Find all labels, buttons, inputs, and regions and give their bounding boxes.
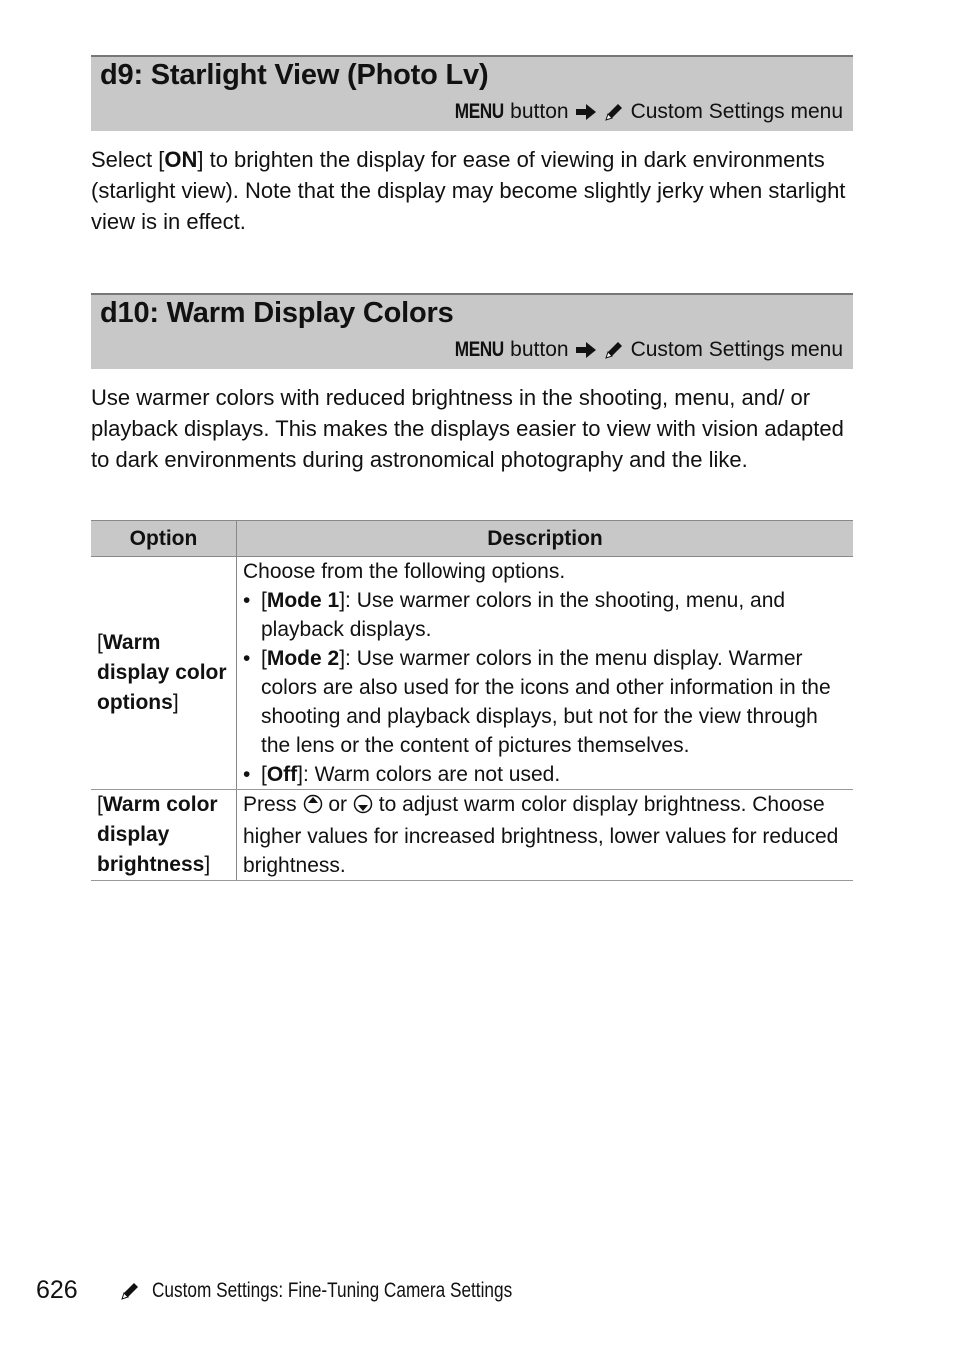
mode-text: ]: Warm colors are not used. <box>297 763 561 786</box>
table-row <box>91 790 853 881</box>
d10-breadcrumb <box>444 338 843 362</box>
menu-key-icon: MENU <box>455 100 505 123</box>
d9-description <box>91 144 856 237</box>
page-number: 626 <box>36 1276 78 1304</box>
table-header-row <box>91 521 853 557</box>
mode-name: Mode 2 <box>266 647 340 670</box>
option-name: Warm display color options <box>97 631 227 714</box>
menu-key-icon: MENU <box>455 338 505 361</box>
option-cell: [Warm color display brightness] <box>91 790 237 881</box>
d9-header <box>91 55 853 131</box>
list-item: • [Off]: Warm colors are not used. <box>243 760 845 789</box>
arrow-right-icon <box>575 103 597 121</box>
option-cell: [Warm display color options] <box>91 557 237 790</box>
d9-breadcrumb <box>444 100 843 124</box>
crumb-button-label: button <box>510 100 569 123</box>
press-text: Press <box>243 793 297 816</box>
mode-name: Mode 1 <box>266 589 340 612</box>
description-cell <box>237 790 854 881</box>
description-intro: Choose from the following options. <box>243 560 566 583</box>
or-text: or <box>328 793 348 816</box>
arrow-right-icon <box>575 341 597 359</box>
list-item: • [Mode 2]: Use warmer colors in the menu display. Warmer colors are also used for the icons and other information in the shooting and playback displays, but not for the view through the lens or the content of pictures themselves. <box>243 644 845 760</box>
page-footer <box>36 1276 591 1305</box>
pencil-icon <box>603 339 625 361</box>
pencil-icon <box>118 1280 142 1302</box>
footer-chapter-label: Custom Settings: Fine-Tuning Camera Settings <box>152 1278 513 1302</box>
d10-description: Use warmer colors with reduced brightness in the shooting, menu, and/ or playback displays. This makes the displays easier to view with vision adapted to dark environments during astronomical photography and the like. <box>91 385 844 472</box>
option-column-header: Option <box>91 521 237 557</box>
option-list <box>243 586 845 789</box>
pencil-icon <box>603 101 625 123</box>
mode-text: ]: Use warmer colors in the shooting, menu, and playback displays. <box>261 589 786 641</box>
d9-on-value: ON <box>164 147 198 172</box>
crumb-button-label: button <box>510 338 569 361</box>
description-column-header: Description <box>237 521 854 557</box>
mode-text: ]: Use warmer colors in the menu display. Warmer colors are also used for the icons and other information in the shooting and playback displays, but not for the view through the lens or the content of pictures themselves. <box>261 647 831 757</box>
mode-name: Off <box>266 763 298 786</box>
options-table <box>91 520 853 881</box>
d9-title: d9: Starlight View (Photo Lv) <box>100 59 489 91</box>
list-item: • [Mode 1]: Use warmer colors in the shooting, menu, and playback displays. <box>243 586 845 644</box>
description-cell <box>237 557 854 790</box>
option-name: Warm color display brightness <box>97 793 218 876</box>
d9-text-1: Select [ <box>91 147 165 172</box>
d10-header <box>91 293 853 369</box>
d9-text-2: ] to brighten the display for ease of viewing in dark environments (starlight view). Note that the display may become slightly jerky when starlight view is in effect. <box>91 147 846 234</box>
table-row <box>91 557 853 790</box>
brightness-text: to adjust warm color display brightness. Choose higher values for increased brightness, lower values for reduced brightness. <box>243 793 839 877</box>
crumb-menu-label: Custom Settings menu <box>630 338 843 361</box>
crumb-menu-label: Custom Settings menu <box>630 100 843 123</box>
d10-title: d10: Warm Display Colors <box>100 297 454 329</box>
multi-selector-up-icon <box>303 793 323 822</box>
multi-selector-down-icon <box>353 793 373 822</box>
